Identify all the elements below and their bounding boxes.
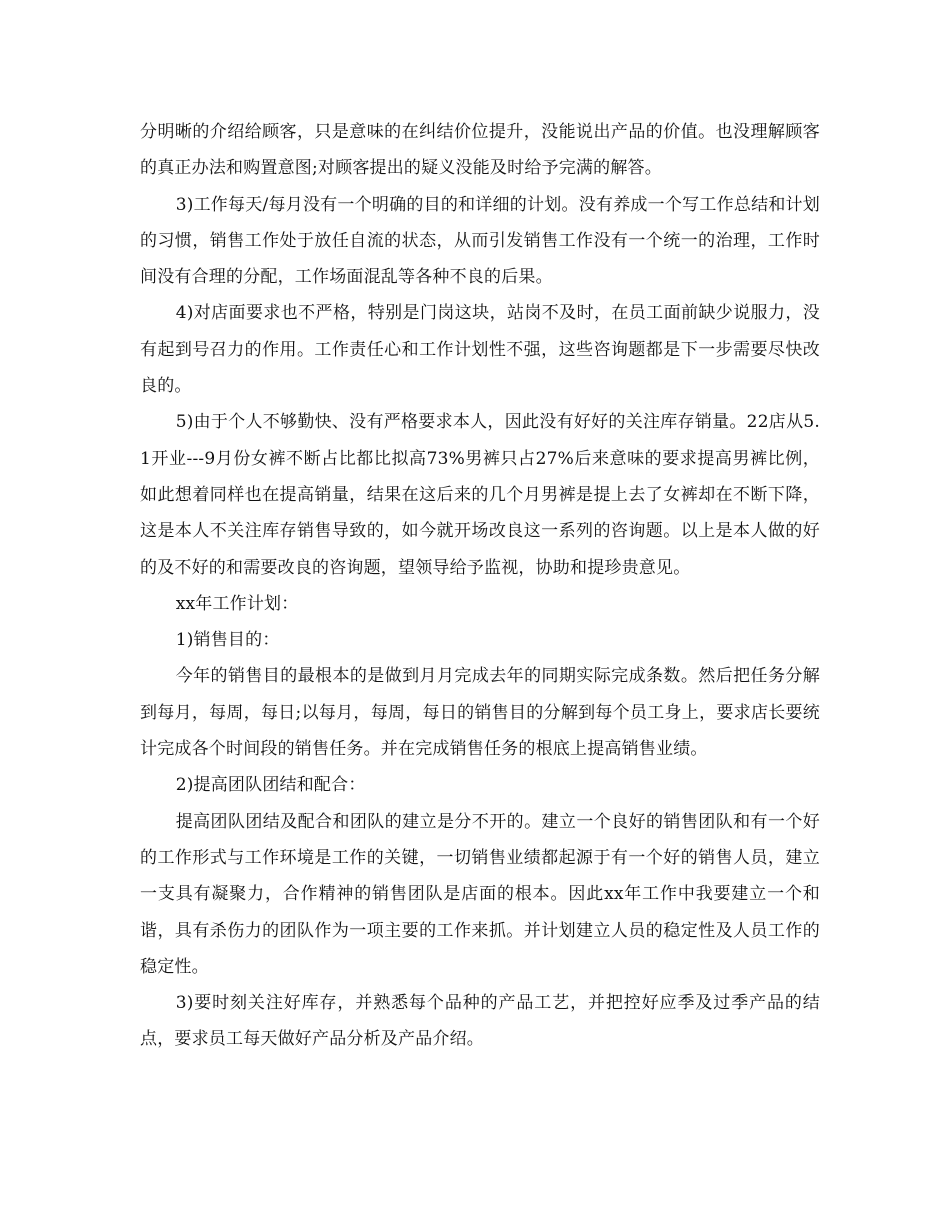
section-heading-work-plan: xx年工作计划： (175, 593, 299, 614)
paragraph-item-5-inventory: 5)由于个人不够勤快、没有严格要求本人，因此没有好好的关注库存销量。22店从5.1开业---9月份女裤不断占比都比拟高73%男裤只占27%后来意味的要求提高男裤比例，如此想着同样也在提高销量，结果在这后来的几个月男裤是提上去了女裤却在不断下降，这是本人不关注库存销售导致的，如今就开场改良这一系列的咨询题。以上是本人做的好的及不好的和需要改良的咨询题，望领导给予监视，协助和提珍贵意见。 (140, 412, 820, 578)
paragraph-sales-target: 今年的销售目的最根本的是做到月月完成去年的同期实际完成条数。然后把任务分解到每月，每周，每日;以每月，每周，每日的销售目的分解到每个员工身上，要求店长要统计完成各个时间段的销售任务。并在完成销售任务的根底上提高销售业绩。 (140, 666, 820, 760)
subheading-sales-target: 1)销售目的： (175, 630, 280, 651)
paragraph-item-4-store: 4)对店面要求也不严格，特别是门岗这块，站岗不及时，在员工面前缺少说服力，没有起到号召力的作用。工作责任心和工作计划性不强，这些咨询题都是下一步需要尽快改良的。 (140, 303, 820, 397)
paragraph-intro-continuation: 分明晰的介绍给顾客，只是意味的在纠结价位提升，没能说出产品的价值。也没理解顾客的真正办法和购置意图;对顾客提出的疑义没能及时给予完满的解答。 (140, 122, 820, 179)
document-body (140, 114, 820, 1058)
paragraph-team-unity: 提高团队团结及配合和团队的建立是分不开的。建立一个良好的销售团队和有一个好的工作形式与工作环境是工作的关键，一切销售业绩都起源于有一个好的销售人员，建立一支具有凝聚力，合作精神的销售团队是店面的根本。因此xx年工作中我要建立一个和谐，具有杀伤力的团队作为一项主要的工作来抓。并计划建立人员的稳定性及人员工作的稳定性。 (140, 811, 820, 977)
paragraph-inventory-focus: 3)要时刻关注好库存，并熟悉每个品种的产品工艺，并把控好应季及过季产品的结点，要求员工每天做好产品分析及产品介绍。 (140, 993, 820, 1050)
subheading-team-unity: 2)提高团队团结和配合： (175, 775, 366, 796)
paragraph-item-3-plan: 3)工作每天/每月没有一个明确的目的和详细的计划。没有养成一个写工作总结和计划的习惯，销售工作处于放任自流的状态，从而引发销售工作没有一个统一的治理，工作时间没有合理的分配，工作场面混乱等各种不良的后果。 (140, 194, 820, 288)
